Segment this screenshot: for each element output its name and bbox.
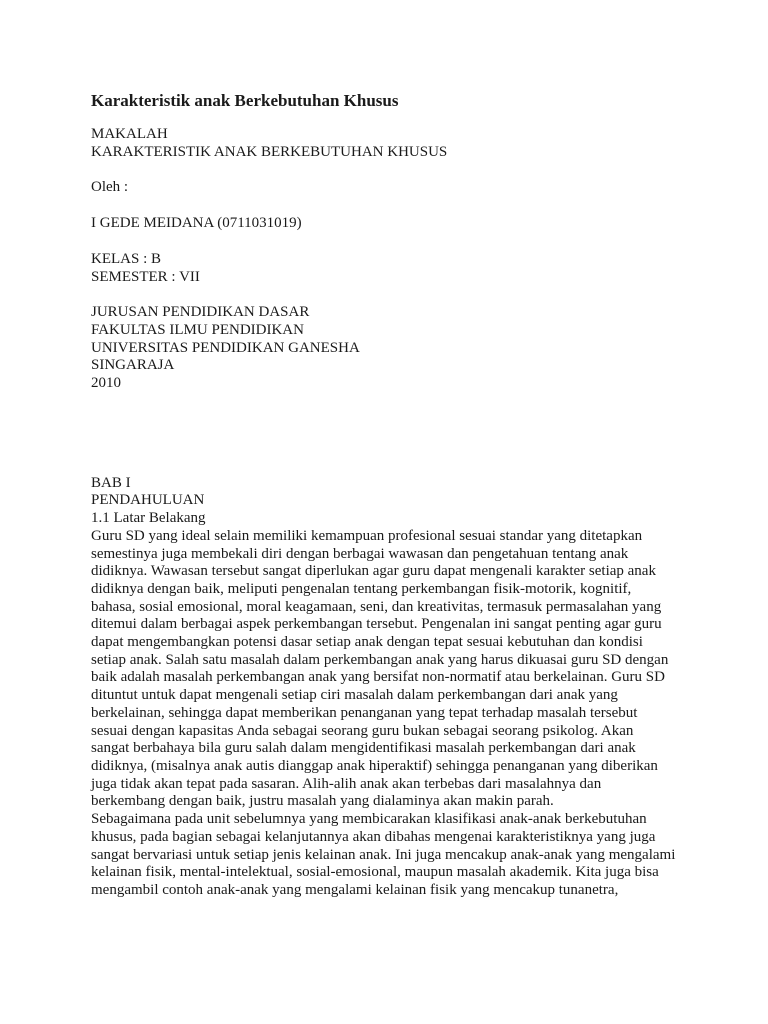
section-heading: 1.1 Latar Belakang: [91, 510, 206, 527]
paragraph-line: sangat bervariasi untuk setiap jenis kelainan anak. Ini juga mencakup anak-anak yang mengalami: [91, 846, 676, 863]
paragraph-line: Guru SD yang ideal selain memiliki kemampuan profesional sesuai standar yang ditetapkan: [91, 527, 643, 544]
document-page: [91, 90, 731, 900]
paragraph-line: mengambil contoh anak-anak yang mengalami kelainan fisik yang mencakup tunanetra,: [91, 881, 619, 898]
cover-department: JURUSAN PENDIDIKAN DASAR: [91, 304, 310, 321]
paragraph-line: dapat mengembangkan potensi dasar setiap anak dengan tepat sesuai kebutuhan dan kondisi: [91, 634, 643, 651]
paragraph-line: juga tidak akan tepat pada sasaran. Alih-alih anak akan terbebas dari masalahnya dan: [91, 775, 602, 792]
cover-semester: SEMESTER : VII: [91, 268, 200, 285]
paragraph-2: [91, 811, 731, 900]
paragraph-line: setiap anak. Salah satu masalah dalam perkembangan anak yang harus dikuasai guru SD dengan: [91, 651, 669, 668]
chapter-title: PENDAHULUAN: [91, 492, 205, 509]
chapter-number: BAB I: [91, 474, 131, 491]
cover-author: I GEDE MEIDANA (0711031019): [91, 215, 302, 232]
paragraph-line: khusus, pada bagian sebagai kelanjutannya akan dibahas mengenai karakteristiknya yang juga: [91, 828, 656, 845]
paragraph-line: bahasa, sosial emosional, moral keagamaan, seni, dan kreativitas, termasuk permasalahan yang: [91, 598, 662, 615]
paragraph-line: Sebagaimana pada unit sebelumnya yang membicarakan klasifikasi anak-anak berkebutuhan: [91, 811, 647, 828]
paragraph-line: didiknya. Wawasan tersebut sangat diperlukan agar guru dapat mengenali karakter setiap anak: [91, 563, 656, 580]
cover-university: UNIVERSITAS PENDIDIKAN GANESHA: [91, 339, 360, 356]
paragraph-1: [91, 528, 731, 811]
paragraph-line: didiknya dengan baik, meliputi pengenalan tentang perkembangan fisik-motorik, kognitif,: [91, 580, 632, 597]
cover-class: KELAS : B: [91, 250, 162, 267]
paragraph-line: berkelainan, sehingga dapat memberikan penanganan yang tepat terhadap masalah tersebut: [91, 704, 638, 721]
paragraph-line: didiknya, (misalnya anak autis dianggap anak hiperaktif) sehingga penanganan yang diberikan: [91, 757, 658, 774]
paragraph-line: baik adalah masalah perkembangan anak yang bersifat non-normatif atau berkelainan. Guru SD: [91, 669, 665, 686]
cover-block: [91, 126, 731, 393]
cover-city: SINGARAJA: [91, 357, 175, 374]
cover-year: 2010: [91, 375, 121, 392]
paragraph-line: sangat berbahaya bila guru salah dalam mengidentifikasi masalah perkembangan dari anak: [91, 740, 636, 757]
document-title: Karakteristik anak Berkebutuhan Khusus: [91, 91, 399, 110]
paragraph-line: ditemui dalam berbagai aspek perkembangan tersebut. Pengenalan ini sangat penting agar guru: [91, 616, 662, 633]
chapter-block: [91, 475, 731, 900]
paragraph-line: kelainan fisik, mental-intelektual, sosial-emosional, maupun masalah akademik. Kita juga bisa: [91, 864, 659, 881]
paragraph-line: dituntut untuk dapat mengenali setiap ciri masalah dalam perkembangan dari anak yang: [91, 687, 618, 704]
paragraph-line: semestinya juga membekali diri dengan berbagai wawasan dan pengetahuan tentang anak: [91, 545, 629, 562]
cover-by-label: Oleh :: [91, 179, 129, 196]
cover-subject: KARAKTERISTIK ANAK BERKEBUTUHAN KHUSUS: [91, 143, 448, 160]
cover-type-label: MAKALAH: [91, 126, 168, 142]
paragraph-line: sesuai dengan kapasitas Anda sebagai seorang guru bukan sebagai seorang psikolog. Akan: [91, 722, 634, 739]
cover-faculty: FAKULTAS ILMU PENDIDIKAN: [91, 321, 304, 338]
paragraph-line: berkembang dengan baik, justru masalah yang dialaminya akan makin parah.: [91, 793, 554, 810]
